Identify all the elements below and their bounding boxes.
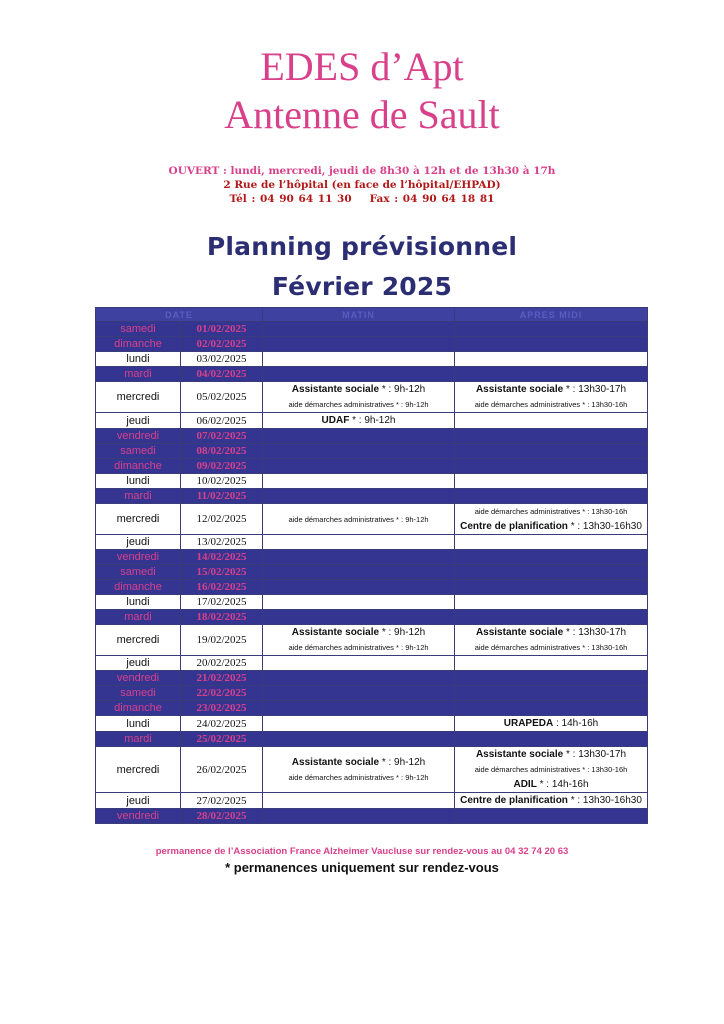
afternoon-cell <box>455 504 648 535</box>
table-row <box>96 580 648 595</box>
appointment-asterisk: * <box>567 795 575 806</box>
morning-cell <box>263 747 455 793</box>
morning-cell <box>263 595 455 610</box>
morning-cell <box>263 610 455 625</box>
morning-cell <box>263 444 455 459</box>
row-date: 25/02/2025 <box>181 732 263 747</box>
row-day: vendredi <box>96 809 181 824</box>
row-day: jeudi <box>96 535 181 550</box>
table-row <box>96 671 648 686</box>
afternoon-cell <box>455 459 648 474</box>
row-day: samedi <box>96 444 181 459</box>
table-row <box>96 444 648 459</box>
table-row <box>96 565 648 580</box>
appointment-entry <box>263 770 454 785</box>
row-date: 19/02/2025 <box>181 625 263 656</box>
row-date: 26/02/2025 <box>181 747 263 793</box>
appointment-service: aide démarches administratives <box>474 643 581 652</box>
header-date: DATE <box>96 308 263 322</box>
table-row <box>96 322 648 337</box>
appointment-entry <box>263 640 454 655</box>
appointment-entry <box>455 716 647 731</box>
contact-line <box>0 192 724 207</box>
row-day: vendredi <box>96 671 181 686</box>
row-date: 27/02/2025 <box>181 793 263 809</box>
afternoon-cell <box>455 625 648 656</box>
appointment-asterisk: * <box>379 384 386 395</box>
appointment-asterisk: * <box>536 779 544 790</box>
table-row <box>96 809 648 824</box>
row-date: 04/02/2025 <box>181 367 263 382</box>
afternoon-cell <box>455 793 648 809</box>
morning-cell <box>263 716 455 732</box>
appointment-service: aide démarches administratives <box>474 765 581 774</box>
row-day: lundi <box>96 595 181 610</box>
appointment-entry <box>455 793 647 808</box>
morning-cell <box>263 322 455 337</box>
appointment-service: Assistante sociale <box>291 384 380 395</box>
appointment-asterisk: * <box>580 400 586 409</box>
table-row <box>96 550 648 565</box>
morning-cell <box>263 732 455 747</box>
row-day: samedi <box>96 322 181 337</box>
afternoon-cell <box>455 429 648 444</box>
table-row <box>96 595 648 610</box>
afternoon-cell <box>455 382 648 413</box>
row-date: 05/02/2025 <box>181 382 263 413</box>
appointment-time: : 9h-12h <box>398 772 429 782</box>
row-date: 06/02/2025 <box>181 413 263 429</box>
afternoon-cell <box>455 809 648 824</box>
table-header-row <box>96 308 648 322</box>
appointment-time: : 14h-16h <box>543 779 589 790</box>
appointment-service: Assistante sociale <box>475 627 564 638</box>
appointment-entry <box>263 512 454 527</box>
appointment-asterisk: * <box>580 507 586 516</box>
header-title-antenne: Antenne de Sault <box>224 92 500 137</box>
table-row <box>96 504 648 535</box>
header-afternoon: APRES MIDI <box>455 308 648 322</box>
morning-cell <box>263 352 455 367</box>
afternoon-cell <box>455 716 648 732</box>
row-day: lundi <box>96 716 181 732</box>
appointment-entry <box>455 777 647 792</box>
row-day: mercredi <box>96 625 181 656</box>
planning-title: Planning prévisionnel <box>206 232 518 261</box>
appointment-time: : 9h-12h <box>385 384 426 395</box>
table-row <box>96 625 648 656</box>
appointment-service: Centre de planification <box>460 795 568 806</box>
row-date: 21/02/2025 <box>181 671 263 686</box>
row-date: 22/02/2025 <box>181 686 263 701</box>
afternoon-cell <box>455 701 648 716</box>
row-date: 11/02/2025 <box>181 489 263 504</box>
row-day: jeudi <box>96 793 181 809</box>
morning-cell <box>263 809 455 824</box>
table-row <box>96 656 648 671</box>
header-morning: MATIN <box>263 308 455 322</box>
appointment-entry <box>263 625 454 640</box>
appointment-time: : 9h-12h <box>398 514 429 524</box>
appointment-time: : 13h30-16h <box>585 643 628 652</box>
appointment-asterisk: * <box>563 749 570 760</box>
morning-cell <box>263 535 455 550</box>
row-date: 12/02/2025 <box>181 504 263 535</box>
row-date: 07/02/2025 <box>181 429 263 444</box>
appointment-service: aide démarches administratives <box>288 514 394 524</box>
appointment-service: aide démarches administratives <box>288 643 394 652</box>
row-day: mercredi <box>96 504 181 535</box>
appointment-service: aide démarches administratives <box>288 400 394 409</box>
table-row <box>96 610 648 625</box>
appointment-note: * permanences uniquement sur rendez-vous <box>225 860 499 875</box>
row-day: samedi <box>96 686 181 701</box>
appointment-time: : 13h30-17h <box>569 749 627 760</box>
appointment-asterisk: * <box>563 384 570 395</box>
row-date: 28/02/2025 <box>181 809 263 824</box>
appointment-time: : 13h30-16h30 <box>574 521 642 532</box>
appointment-service: UDAF <box>321 415 350 426</box>
afternoon-cell <box>455 322 648 337</box>
row-day: mercredi <box>96 382 181 413</box>
row-date: 20/02/2025 <box>181 656 263 671</box>
appointment-service: Assistante sociale <box>475 749 564 760</box>
appointment-service: Centre de planification <box>460 521 568 532</box>
table-row <box>96 732 648 747</box>
appointment-asterisk: * <box>379 627 386 638</box>
appointment-entry <box>455 762 647 777</box>
row-day: dimanche <box>96 337 181 352</box>
table-row <box>96 489 648 504</box>
appointment-asterisk: * <box>393 514 399 524</box>
appointment-asterisk: * <box>393 643 399 652</box>
table-row <box>96 367 648 382</box>
row-date: 18/02/2025 <box>181 610 263 625</box>
morning-cell <box>263 459 455 474</box>
appointment-service: URAPEDA <box>503 718 554 729</box>
alzheimer-note: permanence de l’Association France Alzheimer Vaucluse sur rendez-vous au 04 32 74 20 63 <box>155 846 569 857</box>
row-date: 23/02/2025 <box>181 701 263 716</box>
appointment-entry <box>455 382 647 397</box>
morning-cell <box>263 550 455 565</box>
address: 2 Rue de l’hôpital (en face de l’hôpital/EHPAD) <box>223 179 501 191</box>
appointment-time: : 14h-16h <box>553 718 599 729</box>
appointment-time: : 9h-12h <box>385 627 426 638</box>
appointment-entry <box>263 755 454 770</box>
table-row <box>96 429 648 444</box>
fax-number: Fax : 04 90 64 18 81 <box>369 193 495 205</box>
morning-cell <box>263 489 455 504</box>
appointment-time: : 13h30-16h <box>585 765 628 774</box>
morning-cell <box>263 367 455 382</box>
opening-hours: OUVERT : lundi, mercredi, jeudi de 8h30 à 12h et de 13h30 à 17h <box>168 165 556 177</box>
row-day: mardi <box>96 367 181 382</box>
table-row <box>96 701 648 716</box>
morning-cell <box>263 701 455 716</box>
morning-cell <box>263 413 455 429</box>
morning-cell <box>263 337 455 352</box>
appointment-asterisk: * <box>393 400 399 409</box>
row-date: 03/02/2025 <box>181 352 263 367</box>
appointment-service: aide démarches administratives <box>474 507 581 516</box>
appointment-time: : 9h-12h <box>398 400 429 409</box>
table-row <box>96 747 648 793</box>
appointment-asterisk: * <box>563 627 570 638</box>
morning-cell <box>263 580 455 595</box>
morning-cell <box>263 474 455 489</box>
row-date: 17/02/2025 <box>181 595 263 610</box>
table-row <box>96 382 648 413</box>
table-row <box>96 686 648 701</box>
appointment-asterisk: * <box>379 756 386 768</box>
appointment-time: : 13h30-16h30 <box>574 795 642 806</box>
appointment-time: : 13h30-17h <box>569 384 627 395</box>
appointment-service: ADIL <box>513 779 537 790</box>
morning-cell <box>263 671 455 686</box>
appointment-asterisk: * <box>393 772 399 782</box>
appointment-service: Assistante sociale <box>475 384 564 395</box>
row-date: 10/02/2025 <box>181 474 263 489</box>
table-row <box>96 535 648 550</box>
row-day: lundi <box>96 352 181 367</box>
row-date: 13/02/2025 <box>181 535 263 550</box>
row-day: dimanche <box>96 459 181 474</box>
table-row <box>96 352 648 367</box>
schedule-table <box>95 307 648 824</box>
afternoon-cell <box>455 444 648 459</box>
appointment-entry <box>455 504 647 519</box>
row-day: mardi <box>96 489 181 504</box>
morning-cell <box>263 625 455 656</box>
appointment-asterisk: * <box>567 521 575 532</box>
afternoon-cell <box>455 413 648 429</box>
afternoon-cell <box>455 610 648 625</box>
appointment-entry <box>263 382 454 397</box>
morning-cell <box>263 793 455 809</box>
table-row <box>96 459 648 474</box>
row-day: lundi <box>96 474 181 489</box>
phone-number: Tél : 04 90 64 11 30 <box>229 193 352 205</box>
afternoon-cell <box>455 595 648 610</box>
row-day: samedi <box>96 565 181 580</box>
afternoon-cell <box>455 474 648 489</box>
appointment-entry <box>455 640 647 655</box>
row-day: dimanche <box>96 701 181 716</box>
appointment-asterisk: * <box>349 415 356 426</box>
row-day: jeudi <box>96 656 181 671</box>
afternoon-cell <box>455 489 648 504</box>
appointment-asterisk: * <box>580 643 586 652</box>
row-day: mardi <box>96 610 181 625</box>
morning-cell <box>263 656 455 671</box>
appointment-service: Assistante sociale <box>291 627 380 638</box>
morning-cell <box>263 429 455 444</box>
appointment-time: : 9h-12h <box>385 756 426 768</box>
afternoon-cell <box>455 580 648 595</box>
afternoon-cell <box>455 337 648 352</box>
afternoon-cell <box>455 732 648 747</box>
appointment-time: : 9h-12h <box>355 415 396 426</box>
planning-month: Février 2025 <box>271 272 453 301</box>
appointment-asterisk: * <box>580 765 586 774</box>
morning-cell <box>263 565 455 580</box>
appointment-time: : 13h30-16h <box>585 507 628 516</box>
table-row <box>96 337 648 352</box>
row-day: dimanche <box>96 580 181 595</box>
appointment-entry <box>455 625 647 640</box>
row-day: jeudi <box>96 413 181 429</box>
appointment-service: aide démarches administratives <box>474 400 581 409</box>
morning-cell <box>263 504 455 535</box>
afternoon-cell <box>455 671 648 686</box>
afternoon-cell <box>455 565 648 580</box>
appointment-entry <box>455 747 647 762</box>
morning-cell <box>263 382 455 413</box>
appointment-entry <box>263 413 454 428</box>
afternoon-cell <box>455 535 648 550</box>
appointment-entry <box>455 397 647 412</box>
row-day: mardi <box>96 732 181 747</box>
appointment-service: Assistante sociale <box>291 756 380 768</box>
row-date: 16/02/2025 <box>181 580 263 595</box>
morning-cell <box>263 686 455 701</box>
row-date: 14/02/2025 <box>181 550 263 565</box>
afternoon-cell <box>455 747 648 793</box>
afternoon-cell <box>455 686 648 701</box>
table-row <box>96 474 648 489</box>
table-row <box>96 716 648 732</box>
row-date: 01/02/2025 <box>181 322 263 337</box>
table-row <box>96 413 648 429</box>
appointment-time: : 13h30-16h <box>585 400 628 409</box>
appointment-entry <box>263 397 454 412</box>
row-date: 15/02/2025 <box>181 565 263 580</box>
row-day: vendredi <box>96 429 181 444</box>
appointment-entry <box>455 519 647 534</box>
afternoon-cell <box>455 367 648 382</box>
row-date: 24/02/2025 <box>181 716 263 732</box>
row-date: 08/02/2025 <box>181 444 263 459</box>
row-day: vendredi <box>96 550 181 565</box>
afternoon-cell <box>455 656 648 671</box>
appointment-time: : 13h30-17h <box>569 627 627 638</box>
row-date: 02/02/2025 <box>181 337 263 352</box>
appointment-time: : 9h-12h <box>398 643 429 652</box>
table-row <box>96 793 648 809</box>
afternoon-cell <box>455 352 648 367</box>
appointment-service: aide démarches administratives <box>288 772 394 782</box>
afternoon-cell <box>455 550 648 565</box>
header-title-edes: EDES d’Apt <box>260 44 464 89</box>
row-date: 09/02/2025 <box>181 459 263 474</box>
row-day: mercredi <box>96 747 181 793</box>
